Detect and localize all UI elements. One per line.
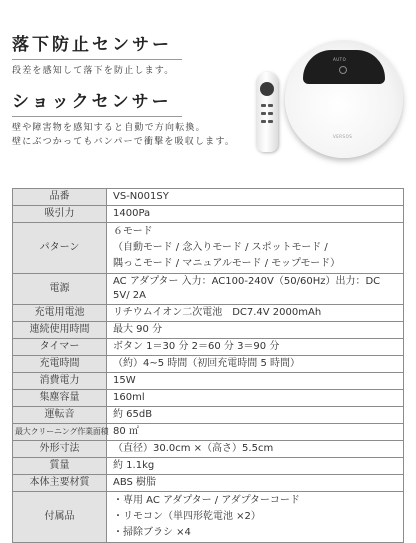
spec-key: タイマー — [13, 339, 107, 356]
spec-value-line: 隅っこモード / マニュアルモード / モップモード） — [113, 258, 341, 269]
description-line: 壁や障害物を感知すると自動で方向転換。 — [12, 123, 206, 133]
spec-value — [107, 441, 404, 458]
spec-value-line: リチウムイオン二次電池 DC7.4V 2000mAh — [113, 307, 322, 318]
spec-value — [107, 274, 404, 305]
spec-value — [107, 189, 404, 206]
spec-value — [107, 223, 404, 274]
spec-key: 集塵容量 — [13, 390, 107, 407]
spec-value — [107, 407, 404, 424]
spec-key: 運転音 — [13, 407, 107, 424]
spec-value-line: 最大 90 分 — [113, 324, 163, 335]
spec-key: 品番 — [13, 189, 107, 206]
spec-table — [12, 188, 404, 543]
spec-key: 消費電力 — [13, 373, 107, 390]
spec-value — [107, 356, 404, 373]
spec-row — [13, 274, 404, 305]
spec-row — [13, 223, 404, 274]
spec-row — [13, 206, 404, 223]
spec-row — [13, 441, 404, 458]
spec-value-line: VS-N001SY — [113, 191, 169, 202]
remote-key — [268, 112, 273, 115]
spec-value-line: ボタン 1＝30 分 2＝60 分 3＝90 分 — [113, 341, 280, 352]
spec-value — [107, 492, 404, 543]
spec-key: 充電時間 — [13, 356, 107, 373]
spec-row — [13, 322, 404, 339]
spec-value — [107, 206, 404, 223]
remote-key — [268, 104, 273, 107]
section-description — [12, 121, 235, 149]
spec-value — [107, 458, 404, 475]
spec-row — [13, 407, 404, 424]
spec-value-line: 80 ㎡ — [113, 426, 139, 437]
spec-row — [13, 458, 404, 475]
remote-control-image — [256, 72, 278, 152]
spec-value-line: 15W — [113, 375, 136, 386]
spec-value-line: AC アダプター 入力：AC100-240V（50/60Hz）出力：DC 5V/ 2A — [113, 276, 381, 301]
spec-key: 充電用電池 — [13, 305, 107, 322]
spec-value — [107, 390, 404, 407]
spec-row — [13, 339, 404, 356]
description-line: 壁にぶつかってもバンパーで衝撃を吸収します。 — [12, 137, 236, 147]
spec-value-line: 約 1.1kg — [113, 460, 155, 471]
spec-value-line: ABS 樹脂 — [113, 477, 157, 488]
section-title: ショックセンサー — [12, 92, 172, 112]
section-divider — [12, 59, 182, 60]
spec-key: 外形寸法 — [13, 441, 107, 458]
spec-row — [13, 356, 404, 373]
spec-value — [107, 424, 404, 441]
robot-power-button-icon — [339, 66, 347, 74]
spec-value-line: （直径）30.0cm ×（高さ）5.5cm — [113, 443, 274, 454]
description-line: 段差を感知して落下を防止します。 — [12, 66, 175, 76]
spec-key: 吸引力 — [13, 206, 107, 223]
remote-key — [268, 120, 273, 123]
spec-row — [13, 189, 404, 206]
spec-value — [107, 322, 404, 339]
feature-shock-sensor — [12, 91, 235, 149]
spec-row — [13, 373, 404, 390]
spec-row — [13, 492, 404, 543]
robot-top-panel — [303, 50, 385, 84]
spec-value-line: ・リモコン（単四形乾電池 ×2） — [113, 511, 261, 522]
spec-row — [13, 390, 404, 407]
spec-key: 電源 — [13, 274, 107, 305]
spec-row — [13, 424, 404, 441]
spec-value-line: ６モード — [113, 226, 153, 237]
spec-row — [13, 305, 404, 322]
spec-key: 連続使用時間 — [13, 322, 107, 339]
section-title: 落下防止センサー — [12, 35, 172, 55]
section-description — [12, 64, 182, 78]
feature-drop-sensor — [12, 34, 182, 78]
spec-value-line: （約）4~5 時間（初回充電時間 5 時間） — [113, 358, 301, 369]
spec-key: 本体主要材質 — [13, 475, 107, 492]
robot-vacuum-image — [285, 40, 403, 158]
section-divider — [12, 116, 182, 117]
robot-brand-label: VERSOS — [333, 134, 353, 139]
spec-value-line: 160ml — [113, 392, 145, 403]
remote-dpad — [260, 82, 274, 96]
spec-key: パターン — [13, 223, 107, 274]
spec-key: 質量 — [13, 458, 107, 475]
spec-value — [107, 373, 404, 390]
remote-key — [261, 112, 266, 115]
spec-key: 最大クリーニング作業面積 — [13, 424, 107, 441]
spec-value-line: ・専用 AC アダプター / アダプターコード — [113, 495, 300, 506]
spec-key: 付属品 — [13, 492, 107, 543]
remote-key — [261, 120, 266, 123]
spec-value — [107, 475, 404, 492]
spec-value-line: 約 65dB — [113, 409, 153, 420]
spec-value-line: 1400Pa — [113, 208, 151, 219]
spec-value — [107, 305, 404, 322]
spec-value-line: （自動モード / 念入りモード / スポットモード / — [113, 242, 328, 253]
robot-panel-label: AUTO — [333, 57, 347, 62]
spec-value-line: ・掃除ブラシ ×4 — [113, 527, 191, 538]
remote-key — [261, 104, 266, 107]
spec-value — [107, 339, 404, 356]
spec-row — [13, 475, 404, 492]
